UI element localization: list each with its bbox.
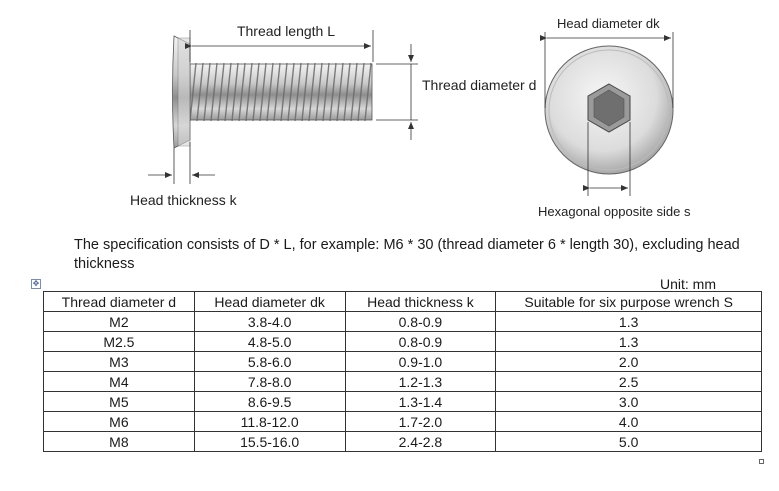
cell-head-diameter: 11.8-12.0 (194, 412, 345, 432)
cell-head-thickness: 1.3-1.4 (345, 392, 496, 412)
cell-wrench-size: 2.0 (496, 352, 762, 372)
cell-thread-diameter: M6 (44, 412, 195, 432)
table-row (44, 312, 762, 332)
cell-thread-diameter: M2.5 (44, 332, 195, 352)
table-row (44, 332, 762, 352)
cell-head-thickness: 0.8-0.9 (345, 332, 496, 352)
screw-head-front-view (545, 46, 673, 174)
head-thickness-label: Head thickness k (130, 192, 237, 208)
cell-wrench-size: 4.0 (496, 412, 762, 432)
unit-label: Unit: mm (660, 276, 716, 292)
thread-length-label: Thread length L (236, 23, 336, 39)
table-row (44, 412, 762, 432)
header-head-diameter: Head diameter dk (194, 292, 345, 312)
table-row (44, 392, 762, 412)
cell-wrench-size: 1.3 (496, 312, 762, 332)
table-row (44, 352, 762, 372)
cell-head-thickness: 0.8-0.9 (345, 312, 496, 332)
cell-head-diameter: 3.8-4.0 (194, 312, 345, 332)
cell-wrench-size: 5.0 (496, 432, 762, 452)
cell-head-thickness: 1.2-1.3 (345, 372, 496, 392)
specification-note: The specification consists of D * L, for example: M6 * 30 (thread diameter 6 * length 30), excluding head thickness (74, 237, 740, 272)
cell-thread-diameter: M5 (44, 392, 195, 412)
screw-diagram (0, 0, 779, 235)
cell-wrench-size: 1.3 (496, 332, 762, 352)
screw-side-view (173, 36, 373, 148)
table-move-handle[interactable]: ✥ (32, 279, 40, 288)
table-resize-handle[interactable] (759, 459, 764, 464)
header-thread-diameter: Thread diameter d (44, 292, 195, 312)
table-row (44, 372, 762, 392)
head-diameter-label: Head diameter dk (557, 16, 660, 31)
screw-spec-table (43, 291, 762, 452)
cell-thread-diameter: M2 (44, 312, 195, 332)
cell-thread-diameter: M3 (44, 352, 195, 372)
hex-side-label: Hexagonal opposite side s (538, 204, 691, 219)
cell-head-diameter: 4.8-5.0 (194, 332, 345, 352)
table-header-row (44, 292, 762, 312)
cell-head-diameter: 5.8-6.0 (194, 352, 345, 372)
header-head-thickness: Head thickness k (345, 292, 496, 312)
cell-head-thickness: 1.7-2.0 (345, 412, 496, 432)
table-row (44, 432, 762, 452)
cell-head-diameter: 15.5-16.0 (194, 432, 345, 452)
cell-head-thickness: 0.9-1.0 (345, 352, 496, 372)
cell-head-diameter: 7.8-8.0 (194, 372, 345, 392)
cell-thread-diameter: M4 (44, 372, 195, 392)
header-wrench-size: Suitable for six purpose wrench S (496, 292, 762, 312)
cell-thread-diameter: M8 (44, 432, 195, 452)
cell-wrench-size: 2.5 (496, 372, 762, 392)
cell-head-diameter: 8.6-9.5 (194, 392, 345, 412)
cell-wrench-size: 3.0 (496, 392, 762, 412)
thread-diameter-label: Thread diameter d (422, 77, 537, 93)
cell-head-thickness: 2.4-2.8 (345, 432, 496, 452)
